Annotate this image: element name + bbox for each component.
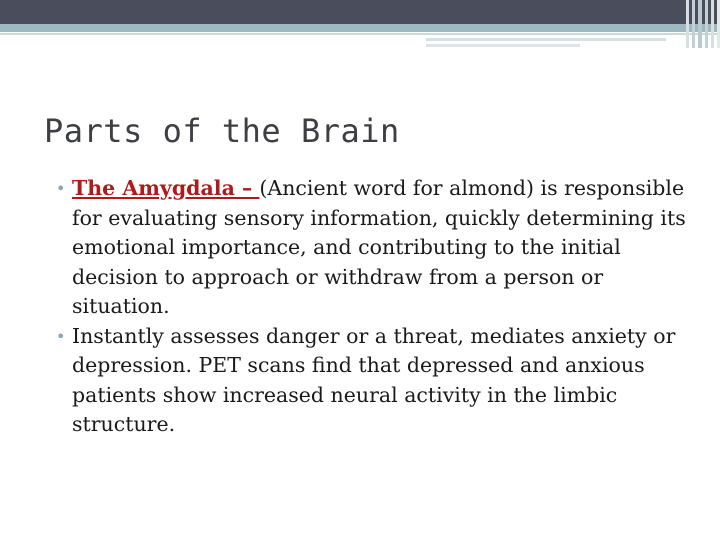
accent-line bbox=[0, 33, 720, 35]
bullet-icon: • bbox=[56, 179, 66, 198]
accent-band bbox=[0, 24, 720, 32]
accent-line-short bbox=[426, 38, 666, 41]
bullet-text: (Ancient word for almond) is responsible for evaluating sensory information, quickly determining its emotional importance, and contributing to the initial decision to approach or withdraw from a person or situation. bbox=[72, 176, 686, 318]
term-amygdala: The Amygdala – bbox=[72, 176, 260, 200]
slide-title: Parts of the Brain bbox=[44, 112, 400, 150]
bullet-icon: • bbox=[56, 326, 66, 346]
bullet-item-amygdala bbox=[56, 174, 696, 322]
accent-line-shorter bbox=[426, 44, 580, 47]
bullet-list bbox=[56, 174, 696, 440]
bullet-text: Instantly assesses danger or a threat, mediates anxiety or depression. PET scans find that depressed and anxious patients show increased neural activity in the limbic structure. bbox=[72, 323, 676, 436]
header-band bbox=[0, 0, 720, 24]
corner-stripes bbox=[686, 0, 720, 48]
bullet-item-danger bbox=[56, 322, 696, 440]
